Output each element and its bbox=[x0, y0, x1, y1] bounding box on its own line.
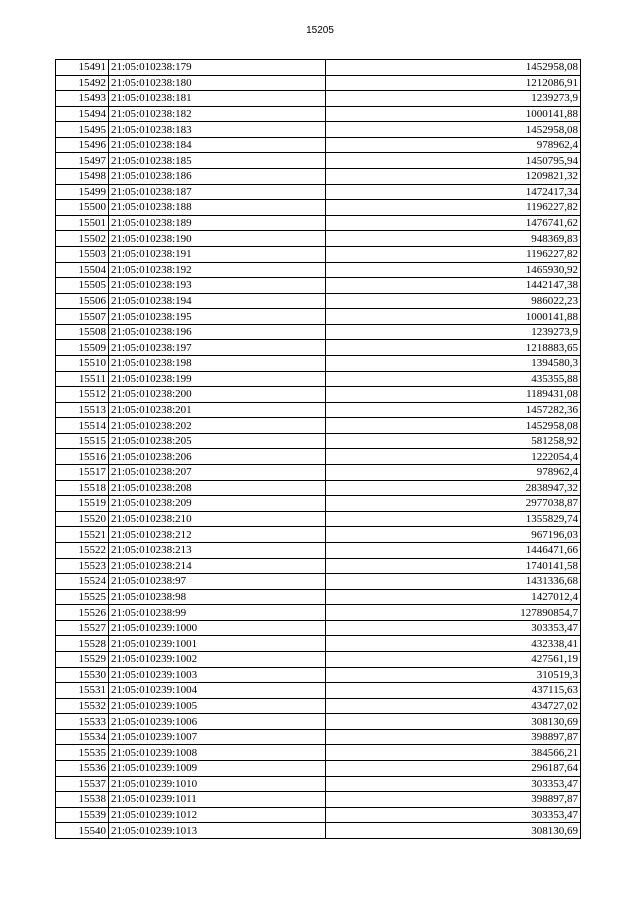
cadastral-number-cell: 21:05:010238:187 bbox=[109, 184, 326, 200]
cadastral-number-cell: 21:05:010238:189 bbox=[109, 215, 326, 231]
row-number-cell: 15500 bbox=[56, 200, 109, 216]
cadastral-value-cell: 398897,87 bbox=[326, 792, 581, 808]
row-number-cell: 15509 bbox=[56, 340, 109, 356]
table-row bbox=[56, 574, 581, 590]
cadastral-value-cell: 435355,88 bbox=[326, 371, 581, 387]
row-number-cell: 15537 bbox=[56, 776, 109, 792]
table-row bbox=[56, 589, 581, 605]
cadastral-value-cell: 1239273,9 bbox=[326, 91, 581, 107]
cadastral-value-cell: 384566,21 bbox=[326, 745, 581, 761]
cadastral-number-cell: 21:05:010238:191 bbox=[109, 246, 326, 262]
table-row bbox=[56, 558, 581, 574]
cadastral-value-cell: 2838947,32 bbox=[326, 480, 581, 496]
row-number-cell: 15529 bbox=[56, 651, 109, 667]
cadastral-value-cell: 1196227,82 bbox=[326, 246, 581, 262]
row-number-cell: 15526 bbox=[56, 605, 109, 621]
table-row bbox=[56, 246, 581, 262]
cadastral-number-cell: 21:05:010238:197 bbox=[109, 340, 326, 356]
cadastral-number-cell: 21:05:010238:188 bbox=[109, 200, 326, 216]
cadastral-value-cell: 1000141,88 bbox=[326, 106, 581, 122]
table-row bbox=[56, 169, 581, 185]
cadastral-number-cell: 21:05:010238:198 bbox=[109, 355, 326, 371]
row-number-cell: 15528 bbox=[56, 636, 109, 652]
cadastral-number-cell: 21:05:010239:1008 bbox=[109, 745, 326, 761]
row-number-cell: 15511 bbox=[56, 371, 109, 387]
cadastral-value-cell: 1472417,34 bbox=[326, 184, 581, 200]
row-number-cell: 15525 bbox=[56, 589, 109, 605]
row-number-cell: 15524 bbox=[56, 574, 109, 590]
row-number-cell: 15520 bbox=[56, 511, 109, 527]
row-number-cell: 15516 bbox=[56, 449, 109, 465]
row-number-cell: 15523 bbox=[56, 558, 109, 574]
table-row bbox=[56, 184, 581, 200]
cadastral-number-cell: 21:05:010238:98 bbox=[109, 589, 326, 605]
cadastral-number-cell: 21:05:010238:195 bbox=[109, 309, 326, 325]
cadastral-value-cell: 398897,87 bbox=[326, 729, 581, 745]
row-number-cell: 15535 bbox=[56, 745, 109, 761]
table-row bbox=[56, 60, 581, 76]
row-number-cell: 15533 bbox=[56, 714, 109, 730]
cadastral-number-cell: 21:05:010239:1004 bbox=[109, 683, 326, 699]
cadastral-value-cell: 581258,92 bbox=[326, 433, 581, 449]
cadastral-value-cell: 1476741,62 bbox=[326, 215, 581, 231]
cadastral-value-cell: 310519,3 bbox=[326, 667, 581, 683]
cadastral-value-cell: 1394580,3 bbox=[326, 355, 581, 371]
cadastral-number-cell: 21:05:010238:185 bbox=[109, 153, 326, 169]
cadastral-value-cell: 2977038,87 bbox=[326, 496, 581, 512]
cadastral-number-cell: 21:05:010239:1011 bbox=[109, 792, 326, 808]
cadastral-number-cell: 21:05:010238:213 bbox=[109, 542, 326, 558]
cadastral-number-cell: 21:05:010238:196 bbox=[109, 324, 326, 340]
row-number-cell: 15499 bbox=[56, 184, 109, 200]
cadastral-number-cell: 21:05:010238:183 bbox=[109, 122, 326, 138]
row-number-cell: 15514 bbox=[56, 418, 109, 434]
cadastral-number-cell: 21:05:010238:182 bbox=[109, 106, 326, 122]
cadastral-value-cell: 1427012,4 bbox=[326, 589, 581, 605]
row-number-cell: 15527 bbox=[56, 620, 109, 636]
cadastral-value-cell: 427561,19 bbox=[326, 651, 581, 667]
cadastral-value-cell: 978962,4 bbox=[326, 465, 581, 481]
cadastral-number-cell: 21:05:010239:1010 bbox=[109, 776, 326, 792]
cadastral-value-cell: 432338,41 bbox=[326, 636, 581, 652]
row-number-cell: 15536 bbox=[56, 761, 109, 777]
row-number-cell: 15519 bbox=[56, 496, 109, 512]
table-body bbox=[56, 60, 581, 839]
table-row bbox=[56, 371, 581, 387]
cadastral-number-cell: 21:05:010238:206 bbox=[109, 449, 326, 465]
table-row bbox=[56, 200, 581, 216]
cadastral-value-cell: 434727,02 bbox=[326, 698, 581, 714]
table-row bbox=[56, 620, 581, 636]
cadastral-value-cell: 303353,47 bbox=[326, 807, 581, 823]
cadastral-value-cell: 1212086,91 bbox=[326, 75, 581, 91]
table-row bbox=[56, 605, 581, 621]
cadastral-number-cell: 21:05:010238:212 bbox=[109, 527, 326, 543]
cadastral-value-cell: 1239273,9 bbox=[326, 324, 581, 340]
cadastral-number-cell: 21:05:010238:186 bbox=[109, 169, 326, 185]
table-row bbox=[56, 75, 581, 91]
table-row bbox=[56, 449, 581, 465]
cadastral-value-cell: 1431336,68 bbox=[326, 574, 581, 590]
row-number-cell: 15505 bbox=[56, 278, 109, 294]
cadastral-value-cell: 1450795,94 bbox=[326, 153, 581, 169]
row-number-cell: 15540 bbox=[56, 823, 109, 839]
cadastral-number-cell: 21:05:010238:209 bbox=[109, 496, 326, 512]
row-number-cell: 15493 bbox=[56, 91, 109, 107]
cadastral-value-cell: 308130,69 bbox=[326, 823, 581, 839]
table-row bbox=[56, 823, 581, 839]
cadastral-number-cell: 21:05:010238:181 bbox=[109, 91, 326, 107]
cadastral-number-cell: 21:05:010238:214 bbox=[109, 558, 326, 574]
cadastral-value-cell: 1446471,66 bbox=[326, 542, 581, 558]
cadastral-number-cell: 21:05:010238:190 bbox=[109, 231, 326, 247]
table-row bbox=[56, 231, 581, 247]
table-row bbox=[56, 293, 581, 309]
cadastral-value-cell: 1355829,74 bbox=[326, 511, 581, 527]
table-row bbox=[56, 792, 581, 808]
table-row bbox=[56, 776, 581, 792]
cadastral-number-cell: 21:05:010238:97 bbox=[109, 574, 326, 590]
row-number-cell: 15531 bbox=[56, 683, 109, 699]
cadastral-value-cell: 986022,23 bbox=[326, 293, 581, 309]
cadastral-value-cell: 1442147,38 bbox=[326, 278, 581, 294]
cadastral-number-cell: 21:05:010239:1006 bbox=[109, 714, 326, 730]
table-row bbox=[56, 683, 581, 699]
table-row bbox=[56, 636, 581, 652]
table-row bbox=[56, 480, 581, 496]
table-row bbox=[56, 402, 581, 418]
row-number-cell: 15507 bbox=[56, 309, 109, 325]
cadastral-value-cell: 1189431,08 bbox=[326, 387, 581, 403]
row-number-cell: 15503 bbox=[56, 246, 109, 262]
cadastral-number-cell: 21:05:010239:1003 bbox=[109, 667, 326, 683]
row-number-cell: 15521 bbox=[56, 527, 109, 543]
row-number-cell: 15539 bbox=[56, 807, 109, 823]
cadastral-number-cell: 21:05:010239:1013 bbox=[109, 823, 326, 839]
row-number-cell: 15508 bbox=[56, 324, 109, 340]
row-number-cell: 15534 bbox=[56, 729, 109, 745]
table-row bbox=[56, 465, 581, 481]
row-number-cell: 15538 bbox=[56, 792, 109, 808]
row-number-cell: 15513 bbox=[56, 402, 109, 418]
row-number-cell: 15532 bbox=[56, 698, 109, 714]
row-number-cell: 15515 bbox=[56, 433, 109, 449]
table-row bbox=[56, 807, 581, 823]
table-row bbox=[56, 729, 581, 745]
table-row bbox=[56, 527, 581, 543]
table-row bbox=[56, 153, 581, 169]
table-row bbox=[56, 278, 581, 294]
row-number-cell: 15495 bbox=[56, 122, 109, 138]
cadastral-number-cell: 21:05:010239:1002 bbox=[109, 651, 326, 667]
cadastral-value-cell: 1452958,08 bbox=[326, 418, 581, 434]
table-row bbox=[56, 698, 581, 714]
table-row bbox=[56, 340, 581, 356]
cadastral-value-cell: 1465930,92 bbox=[326, 262, 581, 278]
cadastral-value-cell: 967196,03 bbox=[326, 527, 581, 543]
cadastral-value-cell: 1218883,65 bbox=[326, 340, 581, 356]
row-number-cell: 15506 bbox=[56, 293, 109, 309]
cadastral-value-cell: 308130,69 bbox=[326, 714, 581, 730]
row-number-cell: 15530 bbox=[56, 667, 109, 683]
cadastral-value-cell: 1452958,08 bbox=[326, 60, 581, 76]
cadastral-value-cell: 1452958,08 bbox=[326, 122, 581, 138]
cadastral-number-cell: 21:05:010238:201 bbox=[109, 402, 326, 418]
cadastral-number-cell: 21:05:010238:208 bbox=[109, 480, 326, 496]
row-number-cell: 15496 bbox=[56, 137, 109, 153]
cadastral-number-cell: 21:05:010238:192 bbox=[109, 262, 326, 278]
table-row bbox=[56, 745, 581, 761]
cadastral-number-cell: 21:05:010238:200 bbox=[109, 387, 326, 403]
cadastral-number-cell: 21:05:010239:1007 bbox=[109, 729, 326, 745]
cadastral-value-cell: 127890854,7 bbox=[326, 605, 581, 621]
row-number-cell: 15512 bbox=[56, 387, 109, 403]
cadastral-value-cell: 303353,47 bbox=[326, 620, 581, 636]
cadastral-number-cell: 21:05:010239:1012 bbox=[109, 807, 326, 823]
cadastral-number-cell: 21:05:010238:210 bbox=[109, 511, 326, 527]
table-row bbox=[56, 122, 581, 138]
cadastral-number-cell: 21:05:010238:194 bbox=[109, 293, 326, 309]
row-number-cell: 15517 bbox=[56, 465, 109, 481]
table-row bbox=[56, 91, 581, 107]
cadastral-value-cell: 296187,64 bbox=[326, 761, 581, 777]
cadastral-value-table bbox=[55, 59, 581, 839]
row-number-cell: 15502 bbox=[56, 231, 109, 247]
row-number-cell: 15497 bbox=[56, 153, 109, 169]
cadastral-number-cell: 21:05:010238:99 bbox=[109, 605, 326, 621]
row-number-cell: 15518 bbox=[56, 480, 109, 496]
cadastral-number-cell: 21:05:010238:202 bbox=[109, 418, 326, 434]
table-row bbox=[56, 262, 581, 278]
cadastral-value-cell: 948369,83 bbox=[326, 231, 581, 247]
cadastral-value-cell: 1209821,32 bbox=[326, 169, 581, 185]
cadastral-number-cell: 21:05:010238:207 bbox=[109, 465, 326, 481]
cadastral-value-cell: 303353,47 bbox=[326, 776, 581, 792]
table-row bbox=[56, 137, 581, 153]
cadastral-number-cell: 21:05:010239:1000 bbox=[109, 620, 326, 636]
row-number-cell: 15491 bbox=[56, 60, 109, 76]
table-row bbox=[56, 106, 581, 122]
cadastral-number-cell: 21:05:010238:184 bbox=[109, 137, 326, 153]
table-row bbox=[56, 667, 581, 683]
table-row bbox=[56, 215, 581, 231]
table-row bbox=[56, 651, 581, 667]
table-row bbox=[56, 761, 581, 777]
cadastral-value-cell: 978962,4 bbox=[326, 137, 581, 153]
row-number-cell: 15501 bbox=[56, 215, 109, 231]
cadastral-value-cell: 1740141,58 bbox=[326, 558, 581, 574]
row-number-cell: 15504 bbox=[56, 262, 109, 278]
table-row bbox=[56, 355, 581, 371]
row-number-cell: 15498 bbox=[56, 169, 109, 185]
table-row bbox=[56, 433, 581, 449]
cadastral-number-cell: 21:05:010239:1001 bbox=[109, 636, 326, 652]
page-number: 15205 bbox=[306, 25, 334, 36]
cadastral-value-cell: 1196227,82 bbox=[326, 200, 581, 216]
table-row bbox=[56, 387, 581, 403]
table-row bbox=[56, 496, 581, 512]
cadastral-value-cell: 437115,63 bbox=[326, 683, 581, 699]
row-number-cell: 15494 bbox=[56, 106, 109, 122]
cadastral-value-cell: 1457282,36 bbox=[326, 402, 581, 418]
row-number-cell: 15492 bbox=[56, 75, 109, 91]
cadastral-value-cell: 1000141,88 bbox=[326, 309, 581, 325]
cadastral-value-cell: 1222054,4 bbox=[326, 449, 581, 465]
table-row bbox=[56, 418, 581, 434]
row-number-cell: 15522 bbox=[56, 542, 109, 558]
cadastral-number-cell: 21:05:010239:1005 bbox=[109, 698, 326, 714]
table-row bbox=[56, 714, 581, 730]
cadastral-number-cell: 21:05:010238:199 bbox=[109, 371, 326, 387]
table-row bbox=[56, 542, 581, 558]
table-row bbox=[56, 309, 581, 325]
row-number-cell: 15510 bbox=[56, 355, 109, 371]
cadastral-number-cell: 21:05:010238:180 bbox=[109, 75, 326, 91]
cadastral-number-cell: 21:05:010238:205 bbox=[109, 433, 326, 449]
cadastral-number-cell: 21:05:010239:1009 bbox=[109, 761, 326, 777]
table-row bbox=[56, 511, 581, 527]
cadastral-number-cell: 21:05:010238:193 bbox=[109, 278, 326, 294]
cadastral-number-cell: 21:05:010238:179 bbox=[109, 60, 326, 76]
table-row bbox=[56, 324, 581, 340]
